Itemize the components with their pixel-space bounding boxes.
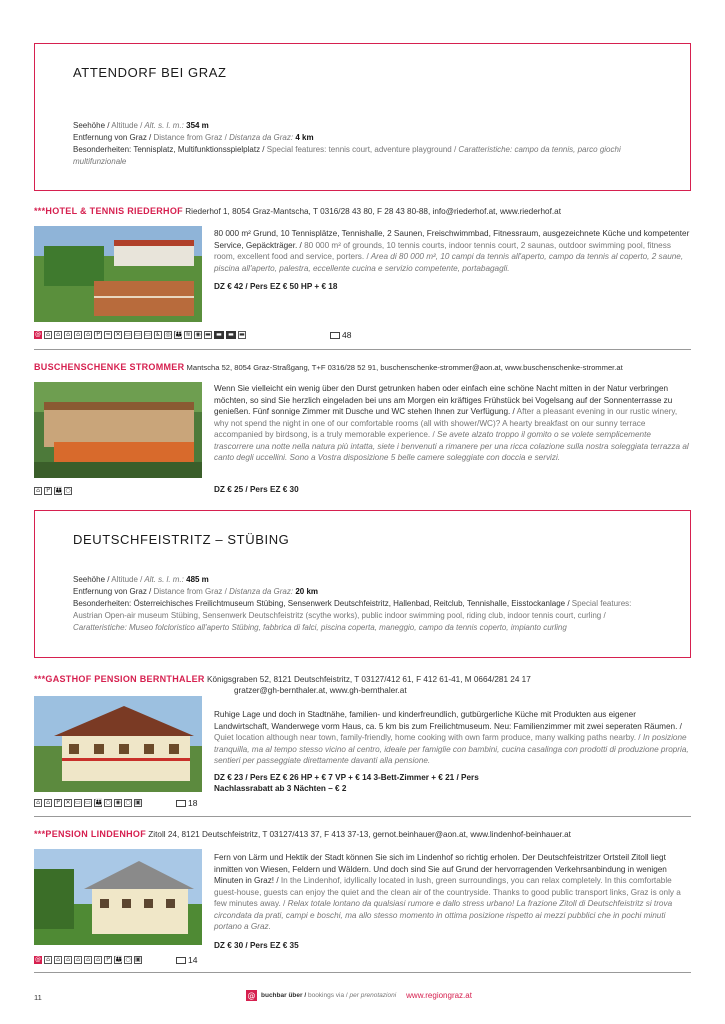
seminar-icon: ▭ (75, 799, 81, 806)
tennis-icon: ◎ (165, 331, 171, 338)
family-icon: 👪 (115, 956, 123, 963)
hotel-icon: ⌂ (54, 331, 62, 339)
hotel-photo-strommer (34, 382, 202, 478)
family-icon: 👪 (55, 487, 63, 494)
hotel-contact: Mantscha 52, 8054 Graz-Straßgang, T+F 0316/28 52 91, buschenschenke-strommer@aon.at, www.buschenschenke-strommer.at (184, 363, 623, 372)
region-meta: Seehöhe / Altitude / Alt. s. l. m.: 354 m Entfernung von Graz / Distance from Graz / Distanza da Graz: 4 km Besonderheiten: Tennisplatz, Multifunktionsspielplatz / Special features: tennis court, adventure playground / Caratteristiche: campo da tennis, parco giochi multifunzionale (73, 121, 621, 166)
seminar-icon: ▭ (85, 799, 91, 806)
hotel-header-lindenhof (34, 829, 571, 840)
family-icon: 👪 (95, 799, 103, 806)
seminar-icon: ▭ (145, 331, 151, 338)
footer-url[interactable]: www.regiongraz.at (406, 991, 472, 1000)
tv-icon: ▣ (135, 956, 141, 963)
amenity-icons (34, 955, 142, 965)
footer-booking: @ buchbar über / bookings via / per prenotazioni www.regiongraz.at (247, 991, 472, 1000)
hotel-photo-lindenhof (34, 849, 202, 945)
garden-icon: ○ (125, 799, 131, 806)
hotel-icon: ⌂ (44, 331, 52, 339)
wellness-icon: ≈ (105, 331, 111, 338)
at-booking-icon: @ (35, 331, 41, 338)
hotel-prices: DZ € 23 / Pers EZ € 26 HP + € 7 VP + € 14 3-Bett-Zimmer + € 21 / Pers (214, 773, 479, 782)
hotel-photo-bernthaler (34, 696, 202, 792)
hotel-icon: ⌂ (94, 956, 102, 964)
card-icon: ▬ (205, 331, 211, 338)
accessible-icon: ♿ (155, 331, 161, 338)
bed-icon (176, 957, 186, 964)
hotel-icon: ⌂ (44, 956, 52, 964)
family-icon: 👪 (175, 331, 183, 338)
bed-icon (176, 800, 186, 807)
hotel-prices: DZ € 25 / Pers EZ € 30 (214, 485, 299, 494)
hotel-icon: ⌂ (84, 331, 92, 339)
hotel-icon: ⌂ (54, 956, 62, 964)
card-icon: ▬ (214, 331, 224, 339)
hotel-icon: ⌂ (34, 799, 42, 807)
hotel-icon: ⌂ (64, 956, 72, 964)
hotel-description: Wenn Sie vielleicht ein wenig über den Durst getrunken haben oder einfach eine schöne Nacht mitten in der Natur verbringen möchten, so sind Sie herzlich eingeladen bei uns am Morgen ein kräftiges Frühstück bei Vogelsang auf der Sonnenterrasse zu genießen. Fünf sonnige Zimmer mit Dusche und WC stehen Ihnen zur Verfügung. / After a pleasant evening in our rustic winery, why not spend the night in one of our comfortable rooms (all with shower/WC)? A hearty breakfast on our sunny terrace accompanied by birdsong, is a truly memorable experience. / Se avete alzato troppo il gomito o se volete semplicemente trascorrere una notte nella natura più intatta, siete i benvenuti a rimanere per una ricca colazione sulla nostra soleggiata terrazza al canto degli uccellini. Sono a Vostra disposizione 5 belle camere soleggiate con doccia e servizi. (214, 384, 689, 462)
hotel-icon: ⌂ (74, 331, 82, 339)
hotel-prices: DZ € 30 / Pers EZ € 35 (214, 941, 299, 950)
divider (34, 816, 691, 817)
at-booking-icon: @ (35, 956, 41, 963)
parking-icon: P (94, 331, 102, 339)
hotel-icon: ⌂ (34, 487, 42, 495)
hotel-contact: Zitoll 24, 8121 Deutschfeistritz, T 03127/413 37, F 413 37-13, gernot.beinhauer@aon.at, www.lindenhof-beinhauer.at (146, 830, 571, 839)
pet-icon: ◉ (195, 331, 201, 338)
divider (34, 972, 691, 973)
region-title: ATTENDORF BEI GRAZ (73, 65, 227, 80)
sauna-icon: ≋ (185, 331, 191, 338)
hotel-contact-line2: gratzer@gh-bernthaler.at, www.gh-bernthaler.at (234, 686, 407, 695)
amenity-icons (34, 798, 142, 808)
amenity-icons (34, 330, 246, 340)
hotel-name: BUSCHENSCHENKE STROMMER (34, 362, 185, 372)
hotel-description: 80 000 m² Grund, 10 Tennisplätze, Tennishalle, 2 Saunen, Freischwimmbad, Fitnessraum, ausgezeichnete Küche und kompetenter Service, Gepäckträger. / 80 000 m² of grounds, 10 tennis courts, indoor tennis court, 2 saunas, outdoor swimming pool, fitness room, excellent food and service, porters. / Area di 80 000 m², 10 campi da tennis all'aperto, campo da tennis al coperto, 2 saune, piscina all'aperto, palestra, eccellente cucina e servizio competente, portabagagli. (214, 229, 690, 273)
garden-icon: ○ (105, 799, 111, 806)
at-booking-icon: @ (247, 991, 256, 1000)
hotel-icon: ⌂ (44, 799, 52, 807)
pet-icon: ◉ (115, 799, 121, 806)
hotel-prices: DZ € 42 / Pers EZ € 50 HP + € 18 (214, 282, 338, 291)
hotel-header-riederhof (34, 206, 561, 217)
card-icon: ▬ (239, 331, 245, 338)
hotel-header-strommer (34, 362, 623, 373)
hotel-header-bernthaler (34, 674, 531, 685)
hotel-name: ***HOTEL & TENNIS RIEDERHOF (34, 206, 183, 216)
restaurant-icon: ✕ (115, 331, 121, 338)
hotel-icon: ⌂ (84, 956, 92, 964)
bed-count: 18 (176, 798, 197, 808)
hotel-icon: ⌂ (74, 956, 82, 964)
seminar-icon: ▭ (135, 331, 141, 338)
hotel-icon: ⌂ (64, 331, 72, 339)
bed-count: 14 (176, 955, 197, 965)
hotel-contact: Riederhof 1, 8054 Graz-Mantscha, T 0316/28 43 80, F 28 43 80-88, info@riederhof.at, www.riederhof.at (182, 207, 561, 216)
seminar-icon: ▭ (125, 331, 131, 338)
bed-icon (330, 332, 340, 339)
parking-icon: P (104, 956, 112, 964)
garden-icon: ○ (65, 487, 71, 494)
region-title: DEUTSCHFEISTRITZ – STÜBING (73, 532, 290, 547)
hotel-description: Ruhige Lage und doch in Stadtnähe, familien- und kinderfreundlich, gutbürgerliche Küche mit Produkten aus eigener Landwirtschaft, Wanderwege vorm Haus, ca. 5 km bis zum Freilichtmuseum. Neu: Familienzimmer mit zwei seperaten Räumen. / Quiet location although near town, family-friendly, home cooking with own farm produce, many walking paths nearby. / In posizione tranquilla, ma al tempo stesso vicino al centro, ideale per famiglie con bambini, cucina casalinga con prodotti di produzione propria, sentieri per passeggiate direttamente davanti alla pensione. (214, 710, 689, 765)
hotel-description: Fern von Lärm und Hektik der Stadt können Sie sich im Lindenhof so richtig erholen. Der Deutschfeistritzer Ortsteil Zitoll liegt inmitten von Wiesen, Feldern und Wäldern. Und doch sind Sie auf Grund der hervorragenden Verkehrsanbindung in wenigen Minuten in Graz! / In the Lindenhof, idyllically located in lush, green surroundings, you can relax completely. In this comfortable guest-house, guests can enjoy the quiet and the clean air of the countryside. Thanks to good public transport links, Graz is only a few minutes away. / Relax totale lontano da qualsiasi rumore e dallo stress urbano! La frazione Zitoll di Deutschfeistritz si trova circondata da prati, campi e boschi, ma allo stesso momento in ottima posizione rispetto ai mezzi pubblici che in pochi minuti portano a Graz. (214, 853, 681, 931)
bed-count: 48 (330, 330, 351, 340)
parking-icon: P (44, 487, 52, 495)
hotel-name: ***PENSION LINDENHOF (34, 829, 147, 839)
garden-icon: ○ (125, 956, 131, 963)
hotel-discount: Nachlassrabatt ab 3 Nächten – € 2 (214, 784, 347, 793)
restaurant-icon: ✕ (65, 799, 71, 806)
amenity-icons (34, 486, 72, 496)
page-number: 11 (34, 993, 42, 1002)
hotel-photo-riederhof (34, 226, 202, 322)
hotel-contact: Königsgraben 52, 8121 Deutschfeistritz, T 03127/412 61, F 412 61-41, M 0664/281 24 17 (204, 675, 531, 684)
divider (34, 349, 691, 350)
card-icon: ▬ (226, 331, 236, 339)
parking-icon: P (54, 799, 62, 807)
hotel-name: ***GASTHOF PENSION BERNTHALER (34, 674, 205, 684)
region-meta: Seehöhe / Altitude / Alt. s. l. m.: 485 m Entfernung von Graz / Distance from Graz / Distanza da Graz: 20 km Besonderheiten: Österreichisches Freilichtmuseum Stübing, Sensenwerk Deutschfeistritz, Hallenbad, Reitclub, Tennishalle, Eisstockanlage / Special features: Austrian Open-air museum Stübing, Sensenwerk Deutschfeistritz (scythe works), public indoor swimming pool, riding club, indoor tennis court, curling / Caratteristiche: Museo folcloristico all'aperto Stübing, fabbrica di falci, piscina coperta, maneggio, campo da tennis coperto, impianto curling (73, 575, 632, 632)
tv-icon: ▣ (135, 799, 141, 806)
